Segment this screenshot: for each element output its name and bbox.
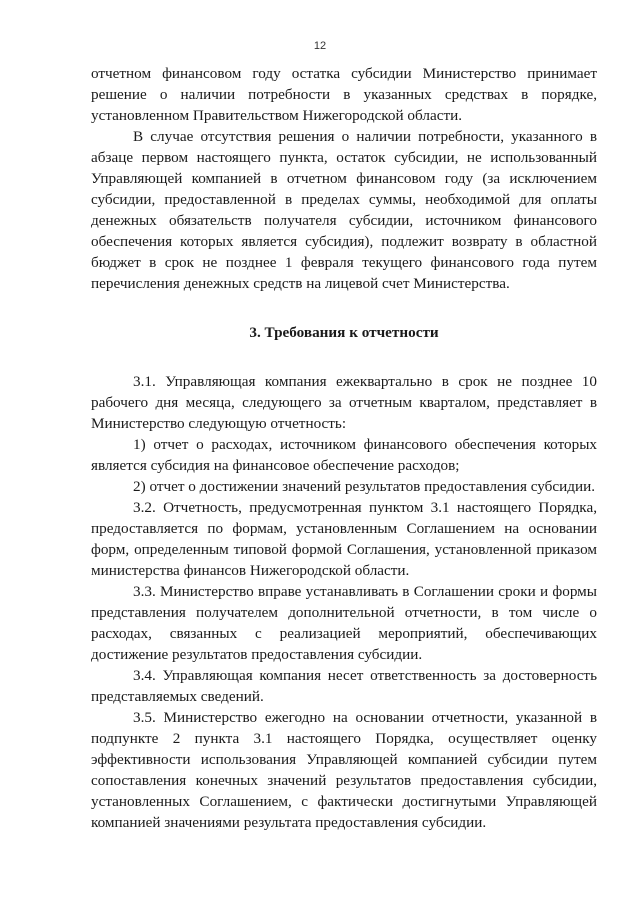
paragraph-3-2: 3.2. Отчетность, предусмотренная пунктом 3.1 настоящего Порядка, предоставляется по формам, установленным Соглашением на основании форм, определенным типовой формой Соглашения, установленной приказом министерства финансов Нижегородской области. bbox=[91, 499, 597, 579]
paragraph-3-1: 3.1. Управляющая компания ежеквартально в срок не позднее 10 рабочего дня месяца, следующего за отчетным кварталом, представляет в Министерство следующую отчетность: bbox=[91, 373, 597, 432]
paragraph-3-5: 3.5. Министерство ежегодно на основании отчетности, указанной в подпункте 2 пункта 3.1 настоящего Порядка, осуществляет оценку эффективности использования Управляющей компанией субсидии путем сопоставления конечных значений результатов предоставления субсидии, установленных Соглашением, с фактически достигнутыми Управляющей компанией значениями результата предоставления субсидии. bbox=[91, 709, 597, 831]
paragraph-continuation: отчетном финансовом году остатка субсидии Министерство принимает решение о наличии потребности в указанных средствах в порядке, установленном Правительством Нижегородской области. bbox=[91, 65, 597, 124]
paragraph-unused-subsidy-return: В случае отсутствия решения о наличии потребности, указанного в абзаце первом настоящего пункта, остаток субсидии, не использованный Управляющей компанией в отчетном финансовом году (за исключением субсидии, предоставленной в пределах суммы, необходимой для оплаты денежных обязательств получателя субсидии, источником финансового обеспечения которых является субсидия), подлежит возврату в областной бюджет в срок не позднее 1 февраля текущего финансового года путем перечисления денежных средств на лицевой счет Министерства. bbox=[91, 128, 597, 292]
paragraph-3-3: 3.3. Министерство вправе устанавливать в Соглашении сроки и формы представления получателем дополнительной отчетности, в том числе о расходах, связанных с реализацией мероприятий, обеспечивающих достижение результатов предоставления субсидии. bbox=[91, 583, 597, 663]
list-item-report-expenses: 1) отчет о расходах, источником финансового обеспечения которых является субсидия на финансовое обеспечение расходов; bbox=[91, 436, 597, 474]
page-number: 12 bbox=[313, 40, 327, 52]
document-body bbox=[91, 63, 597, 833]
list-item-report-results: 2) отчет о достижении значений результатов предоставления субсидии. bbox=[133, 478, 596, 495]
paragraph-3-4: 3.4. Управляющая компания несет ответственность за достоверность представляемых сведений. bbox=[91, 667, 597, 705]
section-title: 3. Требования к отчетности bbox=[249, 324, 439, 341]
